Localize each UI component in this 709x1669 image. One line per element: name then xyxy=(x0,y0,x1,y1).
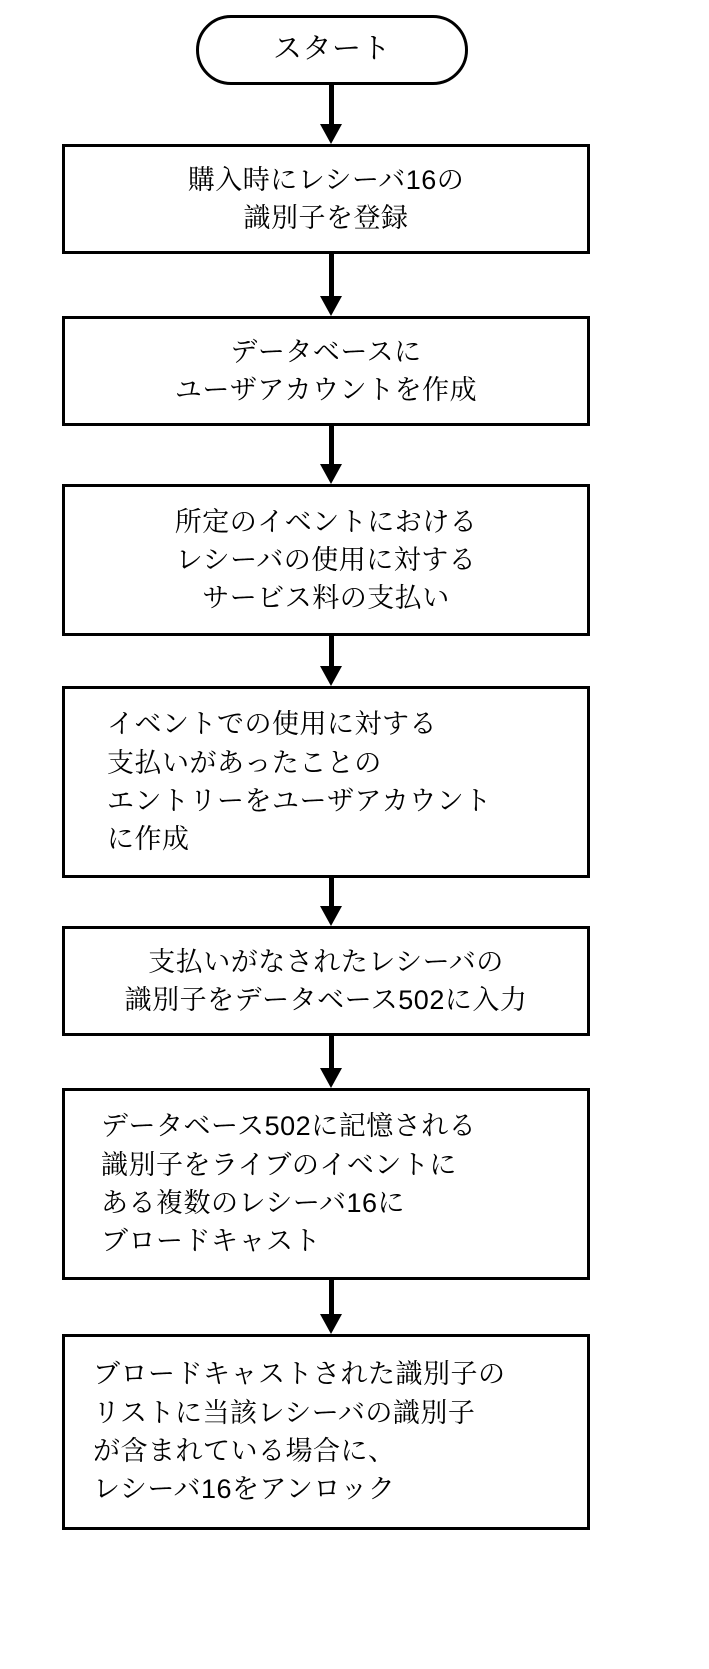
flow-node-unlock-receiver-line-2: リストに当該レシーバの識別子 xyxy=(93,1397,476,1428)
flow-node-create-entry-line-1: イベントでの使用に対する xyxy=(107,709,437,740)
connector-account-to-fee xyxy=(329,426,334,484)
connector-fee-to-entry xyxy=(329,636,334,686)
flow-node-broadcast-identifier-line-2: 識別子をライブのイベントに xyxy=(101,1149,457,1180)
flow-node-input-identifier-line-1: 支払いがなされたレシーバの xyxy=(148,946,504,977)
flow-node-pay-service-fee-line-3: サービス料の支払い xyxy=(202,583,450,614)
flow-node-create-account xyxy=(62,316,590,426)
flow-node-broadcast-identifier-line-4: ブロードキャスト xyxy=(101,1226,321,1257)
flow-node-start xyxy=(196,15,468,85)
flow-node-create-entry xyxy=(62,686,590,878)
flow-node-create-account-line-2: ユーザアカウントを作成 xyxy=(174,375,478,405)
connector-start-to-register xyxy=(329,85,334,144)
flow-node-create-entry-line-4: に作成 xyxy=(107,824,190,855)
flow-node-broadcast-identifier-line-3: ある複数のレシーバ16に xyxy=(101,1188,406,1218)
flow-node-input-identifier xyxy=(62,926,590,1036)
flow-node-create-account-line-1: データベースに xyxy=(230,336,422,367)
flow-node-broadcast-identifier-line-1: データベース502に記憶される xyxy=(101,1111,477,1142)
flow-node-unlock-receiver xyxy=(62,1334,590,1530)
flow-node-pay-service-fee-line-1: 所定のイベントにおける xyxy=(174,506,478,537)
flow-node-pay-service-fee xyxy=(62,484,590,636)
connector-entry-to-input xyxy=(329,878,334,926)
connector-input-to-broadcast xyxy=(329,1036,334,1088)
flow-node-create-entry-line-3: エントリーをユーザアカウント xyxy=(107,786,492,816)
flow-node-start-line-1: スタート xyxy=(272,33,391,66)
flow-node-unlock-receiver-line-3: が含まれている場合に、 xyxy=(93,1436,396,1466)
flow-node-register-identifier-line-2: 識別子を登録 xyxy=(243,203,409,233)
flow-node-unlock-receiver-line-4: レシーバ16をアンロック xyxy=(93,1474,396,1505)
flow-node-input-identifier-line-2: 識別子をデータベース502に入力 xyxy=(124,985,528,1015)
flow-node-create-entry-line-2: 支払いがあったことの xyxy=(107,747,382,778)
flow-node-register-identifier-line-1: 購入時にレシーバ16の xyxy=(187,164,465,195)
flow-node-register-identifier xyxy=(62,144,590,254)
flow-node-broadcast-identifier xyxy=(62,1088,590,1280)
flow-node-unlock-receiver-line-1: ブロードキャストされた識別子の xyxy=(93,1359,506,1390)
connector-broadcast-to-unlock xyxy=(329,1280,334,1334)
flow-node-pay-service-fee-line-2: レシーバの使用に対する xyxy=(175,544,477,575)
connector-register-to-account xyxy=(329,254,334,316)
